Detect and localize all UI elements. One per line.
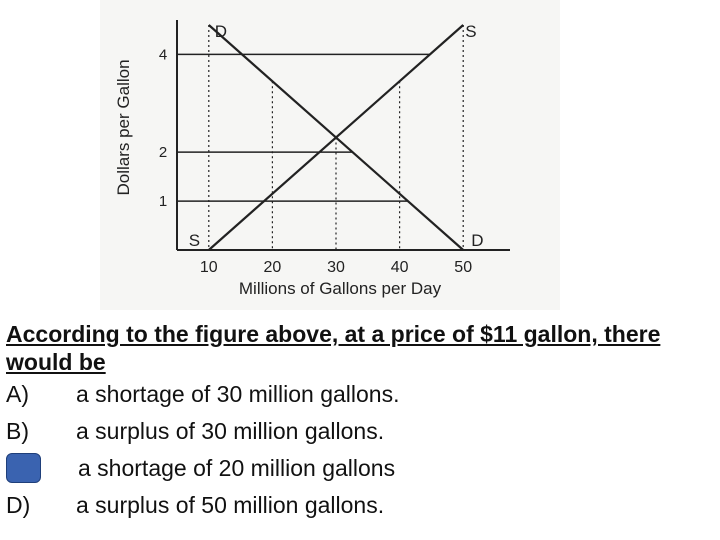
option-c[interactable] — [6, 450, 716, 487]
option-a[interactable] — [6, 376, 716, 413]
demand-start-label: D — [214, 22, 228, 41]
demand-end-label: D — [471, 231, 484, 250]
x-tick-label: 10 — [199, 259, 218, 276]
supply-start-label: S — [188, 231, 201, 250]
supply-demand-chart — [100, 0, 560, 310]
y-tick-label: 4 — [158, 46, 168, 64]
option-d[interactable] — [6, 487, 716, 524]
chart-svg — [100, 0, 560, 310]
option-text: a shortage of 20 million gallons — [78, 455, 396, 481]
x-tick-label: 20 — [263, 259, 282, 276]
x-tick-label: 30 — [327, 259, 345, 276]
question-text: According to the figure above, at a price of $11 gallon, there would be — [6, 321, 661, 375]
option-letter: B) — [6, 418, 29, 444]
supply-end-label: S — [465, 22, 477, 41]
y-tick-label: 2 — [158, 144, 168, 162]
option-b[interactable] — [6, 413, 716, 450]
x-tick-label: 50 — [454, 259, 473, 276]
option-text: a shortage of 30 million gallons. — [76, 381, 400, 407]
y-tick-label: 1 — [158, 193, 168, 211]
x-axis-label: Millions of Gallons per Day — [238, 279, 442, 298]
x-tick-label: 40 — [390, 259, 409, 276]
answer-highlight-box — [6, 453, 41, 483]
option-text: a surplus of 30 million gallons. — [76, 418, 385, 444]
option-letter: A) — [6, 381, 29, 407]
question-block — [6, 320, 716, 524]
option-text: a surplus of 50 million gallons. — [76, 492, 385, 518]
y-axis-label: Dollars per Gallon — [114, 59, 133, 196]
option-letter: D) — [6, 492, 31, 518]
